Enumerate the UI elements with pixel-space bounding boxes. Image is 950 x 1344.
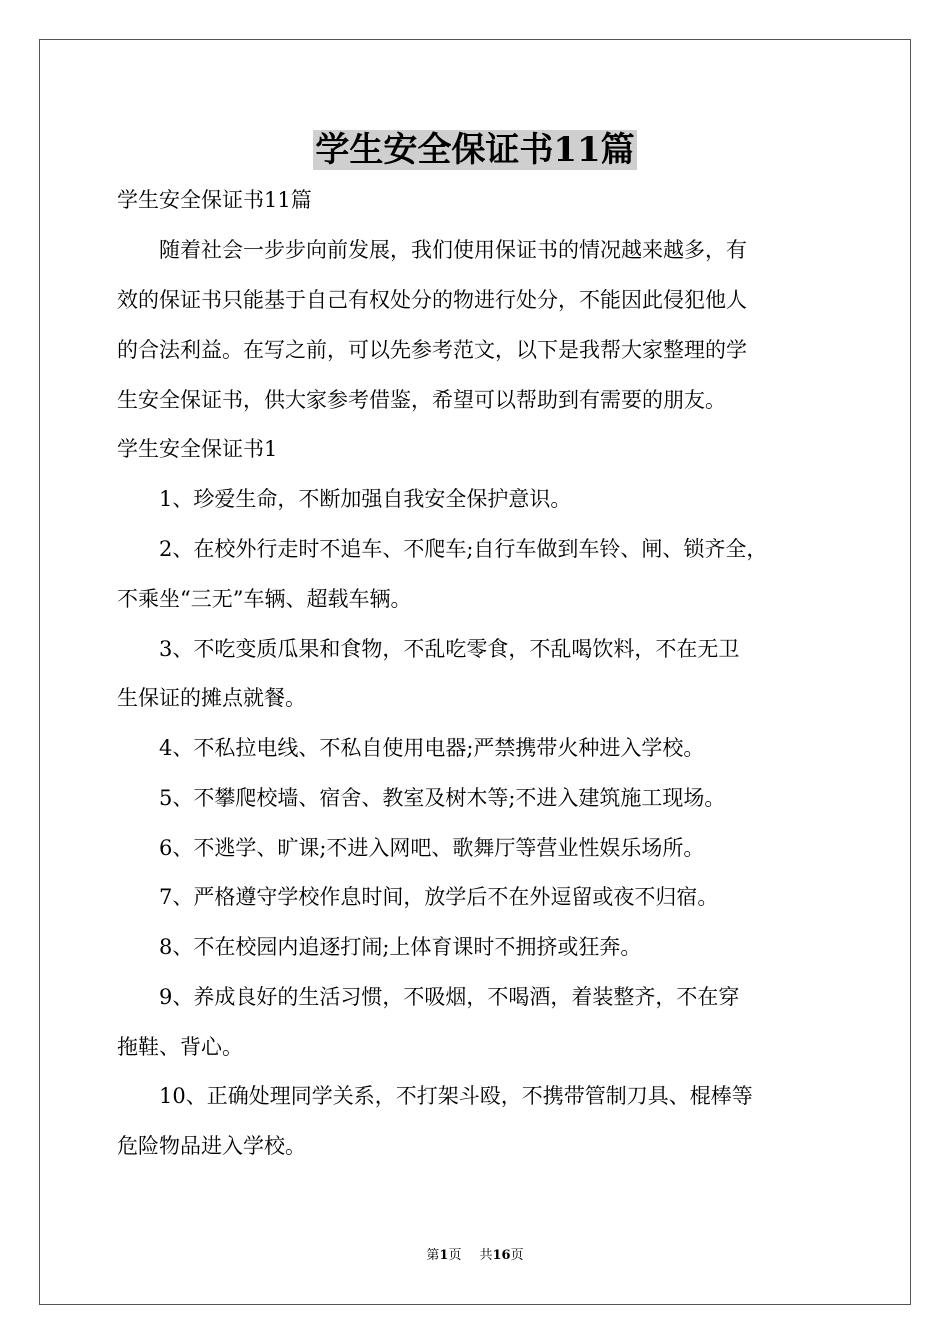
section-heading: 学生安全保证书1	[117, 437, 278, 461]
text-line: 3、不吃变质瓜果和食物，不乱吃零食，不乱喝饮料，不在无卫	[117, 637, 740, 661]
text-line: 拖鞋、背心。	[117, 1035, 243, 1059]
page-prefix: 第	[426, 1248, 440, 1263]
text-line: 1、珍爱生命，不断加强自我安全保护意识。	[117, 487, 572, 511]
text-line: 2、在校外行走时不追车、不爬车;自行车做到车铃、闸、锁齐全，	[117, 537, 768, 561]
text-line: 学生安全保证书11篇	[117, 188, 312, 212]
text-line: 10、正确处理同学关系，不打架斗殴，不携带管制刀具、棍棒等	[117, 1084, 753, 1108]
text-line: 7、严格遵守学校作息时间，放学后不在外逗留或夜不归宿。	[117, 885, 719, 909]
text-line: 5、不攀爬校墙、宿舍、教室及树木等;不进入建筑施工现场。	[117, 786, 726, 810]
text-line: 效的保证书只能基于自己有权处分的物进行处分，不能因此侵犯他人	[117, 288, 747, 312]
page-border	[39, 39, 911, 1305]
document-title-text: 学生安全保证书11篇	[315, 130, 635, 170]
text-line: 9、养成良好的生活习惯，不吸烟，不喝酒，着装整齐，不在穿	[117, 985, 740, 1009]
text-line: 生安全保证书，供大家参考借鉴，希望可以帮助到有需要的朋友。	[117, 388, 726, 412]
page-suffix: 页	[448, 1248, 462, 1263]
text-line: 的合法利益。在写之前，可以先参考范文，以下是我帮大家整理的学	[117, 338, 747, 362]
text-line: 危险物品进入学校。	[117, 1134, 306, 1158]
total-suffix: 页	[510, 1248, 524, 1263]
page-number: 1	[439, 1248, 449, 1263]
page-footer	[0, 1247, 950, 1265]
text-line: 生保证的摊点就餐。	[117, 686, 306, 710]
text-line: 随着社会一步步向前发展，我们使用保证书的情况越来越多，有	[117, 238, 747, 262]
total-pages: 16	[492, 1248, 511, 1263]
text-line: 不乘坐“三无”车辆、超载车辆。	[117, 587, 412, 611]
total-prefix: 共	[479, 1248, 493, 1263]
text-line: 4、不私拉电线、不私自使用电器;严禁携带火种进入学校。	[117, 736, 705, 760]
text-line: 8、不在校园内追逐打闹;上体育课时不拥挤或狂奔。	[117, 935, 642, 959]
text-line: 6、不逃学、旷课;不进入网吧、歌舞厅等营业性娱乐场所。	[117, 836, 705, 860]
document-title	[0, 128, 950, 172]
